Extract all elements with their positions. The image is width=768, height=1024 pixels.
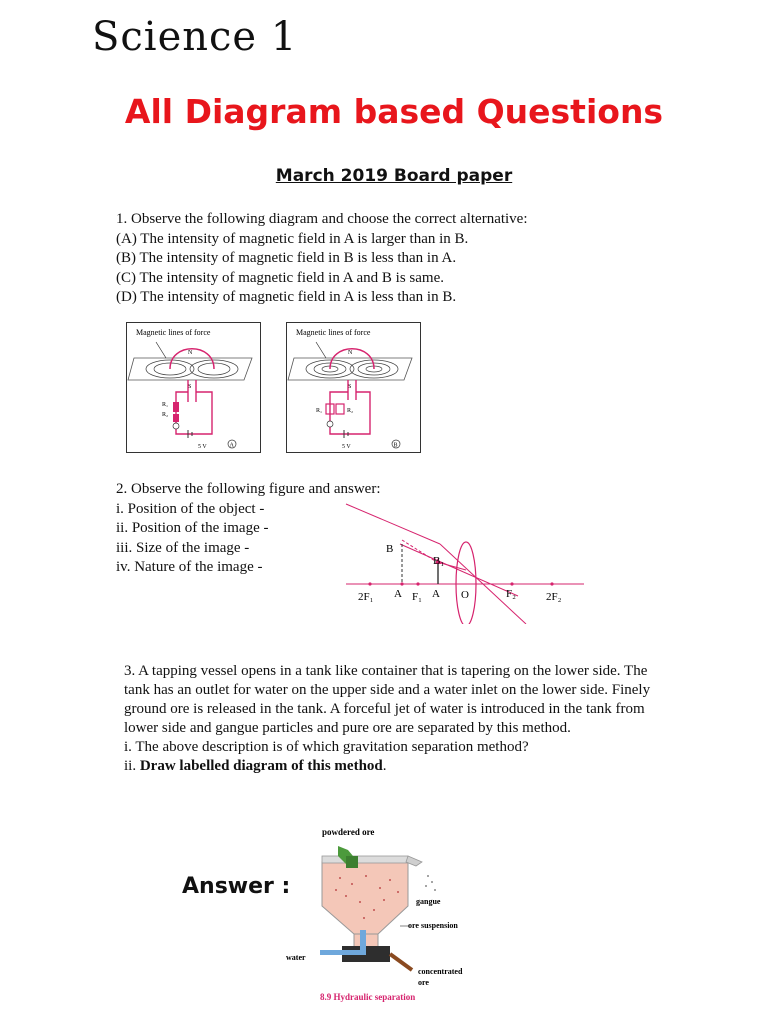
q1-option-c: (C) The intensity of magnetic field in A and B is same. xyxy=(116,269,445,286)
label-o: O xyxy=(461,589,469,601)
q3-paragraph: 3. A tapping vessel opens in a tank like container that is tapering on the lower side. The tank has an outlet for water on the upper side and a water inlet on the lower side. Finely ground ore is released in the tank. A forceful jet of water is introduced in the tank from lower side and gangue particles and pure ore are separated by this method. xyxy=(124,663,651,736)
fig-a-south: S xyxy=(188,384,192,390)
fig-a-r1: R₁ xyxy=(162,402,169,408)
label-a: A xyxy=(394,588,402,600)
fig-b-title: Magnetic lines of force xyxy=(296,328,371,337)
hydraulic-separation-diagram xyxy=(280,822,500,1006)
fig-b-r2: R₂ xyxy=(347,408,354,414)
fig-a-tag: A xyxy=(229,442,234,449)
question-1 xyxy=(116,210,528,308)
label-gangue: gangue xyxy=(416,897,441,906)
q1-option-b: (B) The intensity of magnetic field in B is less than in A. xyxy=(116,250,457,266)
label-powdered-ore: powdered ore xyxy=(322,827,375,837)
question-3 xyxy=(124,662,664,776)
label-b: B xyxy=(386,543,394,555)
q3-sub-ii xyxy=(124,757,664,776)
label-2f1: 2F₁ xyxy=(358,591,374,603)
lens-ray-diagram xyxy=(340,500,590,624)
fig-b-south: S xyxy=(348,384,352,390)
q3-sub-i: i. The above description is of which gravitation separation method? xyxy=(124,739,529,755)
label-ore: ore xyxy=(418,978,429,987)
diagram-caption: 8.9 Hydraulic separation xyxy=(320,992,416,1002)
label-f2: F₂ xyxy=(506,588,516,600)
label-ore-suspension: ore suspension xyxy=(408,921,458,930)
q1-option-a: (A) The intensity of magnetic field in A is larger than in B. xyxy=(116,230,469,247)
fig-b-north: N xyxy=(348,350,353,356)
label-f1: F₁ xyxy=(412,591,422,603)
fig-a-r2: R₂ xyxy=(162,412,169,418)
q3-sub-ii-suffix: . xyxy=(382,758,387,774)
fig-a-north: N xyxy=(188,350,193,356)
q1-figure-b xyxy=(286,322,422,454)
fig-b-tag: B xyxy=(393,442,398,449)
fig-a-voltage: 5 V xyxy=(198,444,207,450)
fig-a-title: Magnetic lines of force xyxy=(136,328,211,337)
q1-option-d: (D) The intensity of magnetic field in A is less than in B. xyxy=(116,289,457,305)
q3-sub-ii-bold: Draw labelled diagram of this method xyxy=(139,758,383,774)
q3-sub-ii-prefix: ii. xyxy=(124,758,140,774)
page-heading: All Diagram based Questions xyxy=(124,92,664,131)
q2-stem: 2. Observe the following figure and answer: xyxy=(116,481,381,497)
q2-item-1: i. Position of the object - xyxy=(116,500,265,517)
subject-title: Science 1 xyxy=(92,14,298,60)
label-a1: A xyxy=(432,588,440,600)
label-concentrated: concentrated xyxy=(418,967,463,976)
q2-item-4: iv. Nature of the image - xyxy=(116,559,263,575)
q2-item-3: iii. Size of the image - xyxy=(116,539,250,556)
label-b1: B₁ xyxy=(433,555,445,567)
fig-b-r1: R₁ xyxy=(316,408,323,414)
q1-stem: 1. Observe the following diagram and choose the correct alternative: xyxy=(116,211,528,227)
paper-subtitle: March 2019 Board paper xyxy=(275,166,513,186)
q2-item-2: ii. Position of the image - xyxy=(116,520,269,536)
q1-figure-a xyxy=(126,322,262,454)
label-water: water xyxy=(286,953,306,962)
fig-b-voltage: 5 V xyxy=(342,444,351,450)
answer-label: Answer : xyxy=(182,874,291,899)
label-2f2: 2F₂ xyxy=(546,591,562,603)
